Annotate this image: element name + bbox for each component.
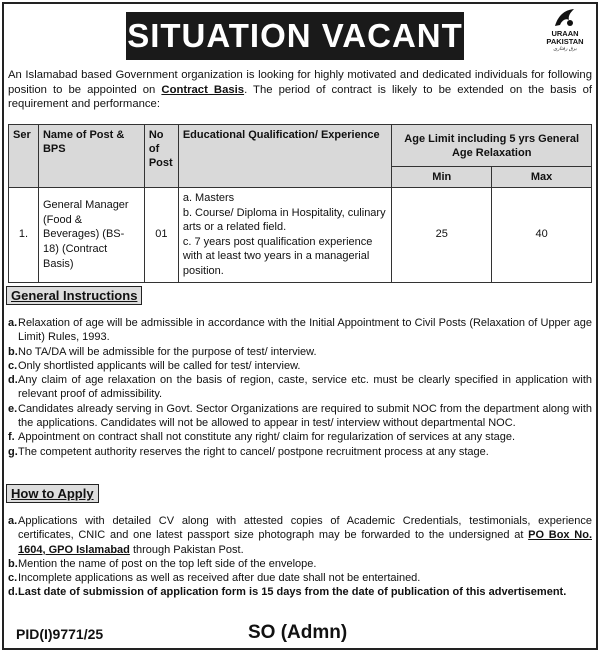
list-marker: a. <box>8 515 18 527</box>
list-marker: f. <box>8 431 15 444</box>
logo-tagline: برق رفتاری <box>553 46 577 52</box>
qualification-item: c. 7 years post qualification experience with at least two years in a managerial position. <box>182 235 373 277</box>
general-instructions-list <box>8 316 592 459</box>
header-ser: Ser <box>9 125 39 188</box>
header-name-of-post: Name of Post & BPS <box>38 125 144 188</box>
cell-qualification <box>178 188 392 283</box>
list-item <box>8 316 592 345</box>
intro-text-2: . The period of contract is likely to be extended on the basis of requirement and performance: <box>8 83 593 110</box>
intro-text-1: An Islamabad based Government organization is looking for highly motivated and dedicated individuals for following position to be appointed on <box>8 69 592 96</box>
uraan-pakistan-logo <box>536 6 594 64</box>
signatory: SO (Admn) <box>248 622 348 643</box>
cell-no-of-post: 01 <box>144 188 178 283</box>
list-item <box>8 345 592 359</box>
list-marker: b. <box>8 345 18 358</box>
list-text-part: through Pakistan Post. <box>129 543 244 556</box>
list-text-part: Applications with detailed CV along with attested copies of Academic Credentials, testimonials, experience certificates, CNIC and one latest passport size photograph may be forwarded to the undersigned at <box>18 515 592 542</box>
list-item <box>8 571 592 585</box>
cell-post-name: General Manager (Food & Beverages) (BS-18) (Contract Basis) <box>38 188 144 283</box>
intro-paragraph <box>8 68 592 112</box>
list-text: Incomplete applications as well as received after due date shall not be entertained. <box>18 572 421 585</box>
list-text: Relaxation of age will be admissible in accordance with the Initial Appointment to Civil Posts (Relaxation of Upper age Limit) Rules, 1993. <box>18 317 592 344</box>
footer <box>2 616 598 650</box>
how-to-apply-list <box>8 514 592 600</box>
list-text: The competent authority reserves the right to cancel/ postpone recruitment process at any stage. <box>18 445 489 458</box>
list-marker: a. <box>8 317 18 329</box>
logo-line-1: URAAN <box>551 29 579 38</box>
table-row <box>9 188 592 283</box>
list-marker: b. <box>8 557 18 570</box>
list-item <box>8 359 592 373</box>
page-title: SITUATION VACANT <box>126 12 464 60</box>
list-item <box>8 445 592 459</box>
logo-line-2: PAKISTAN <box>546 37 584 46</box>
pid-number: PID(I)9771/25 <box>16 626 104 642</box>
list-marker: c. <box>8 359 18 372</box>
list-marker: c. <box>8 572 18 585</box>
header-qualification: Educational Qualification/ Experience <box>178 125 392 188</box>
list-marker: d. <box>8 374 18 387</box>
header-min: Min <box>392 167 492 188</box>
list-item <box>8 430 592 444</box>
general-instructions-heading: General Instructions <box>6 286 142 305</box>
list-item <box>8 402 592 431</box>
bird-flag-icon <box>552 6 578 30</box>
list-text: Only shortlisted applicants will be called for test/ interview. <box>18 359 301 372</box>
list-text: Last date of submission of application form is 15 days from the date of publication of this advertisement. <box>18 586 567 599</box>
vacancy-table <box>8 124 592 283</box>
list-text: Any claim of age relaxation on the basis of region, caste, service etc. must be clearly specified in application with relevant proof of admissibility. <box>18 374 592 401</box>
contract-basis-emphasis: Contract Basis <box>161 83 245 96</box>
list-marker: g. <box>8 445 18 458</box>
cell-min-age: 25 <box>392 188 492 283</box>
header-age-limit: Age Limit including 5 yrs General Age Relaxation <box>392 125 592 167</box>
list-marker: e. <box>8 402 18 415</box>
list-marker: d. <box>8 586 18 599</box>
list-item <box>8 585 592 599</box>
qualification-item: a. Masters <box>182 192 235 204</box>
list-text <box>18 514 592 557</box>
header-max: Max <box>492 167 592 188</box>
how-to-apply-heading: How to Apply <box>6 484 99 503</box>
list-item <box>8 514 592 557</box>
cell-ser: 1. <box>9 188 39 283</box>
cell-max-age: 40 <box>492 188 592 283</box>
list-text: Appointment on contract shall not constitute any right/ claim for regularization of services at any stage. <box>18 431 516 444</box>
qualification-item: b. Course/ Diploma in Hospitality, culinary arts or a related field. <box>182 206 386 234</box>
po-box-address: PO Box No. 1604, GPO Islamabad <box>18 529 592 556</box>
header-no-of-post: No of Post <box>144 125 178 188</box>
list-item <box>8 557 592 571</box>
list-item <box>8 373 592 402</box>
list-text: No TA/DA will be admissible for the purpose of test/ interview. <box>18 345 317 358</box>
list-text: Candidates already serving in Govt. Sector Organizations are required to submit NOC from the department along with the applications. Candidates will not be allowed to appear in test/ interview without departmental NOC. <box>18 402 592 430</box>
list-text: Mention the name of post on the top left side of the envelope. <box>18 557 317 570</box>
